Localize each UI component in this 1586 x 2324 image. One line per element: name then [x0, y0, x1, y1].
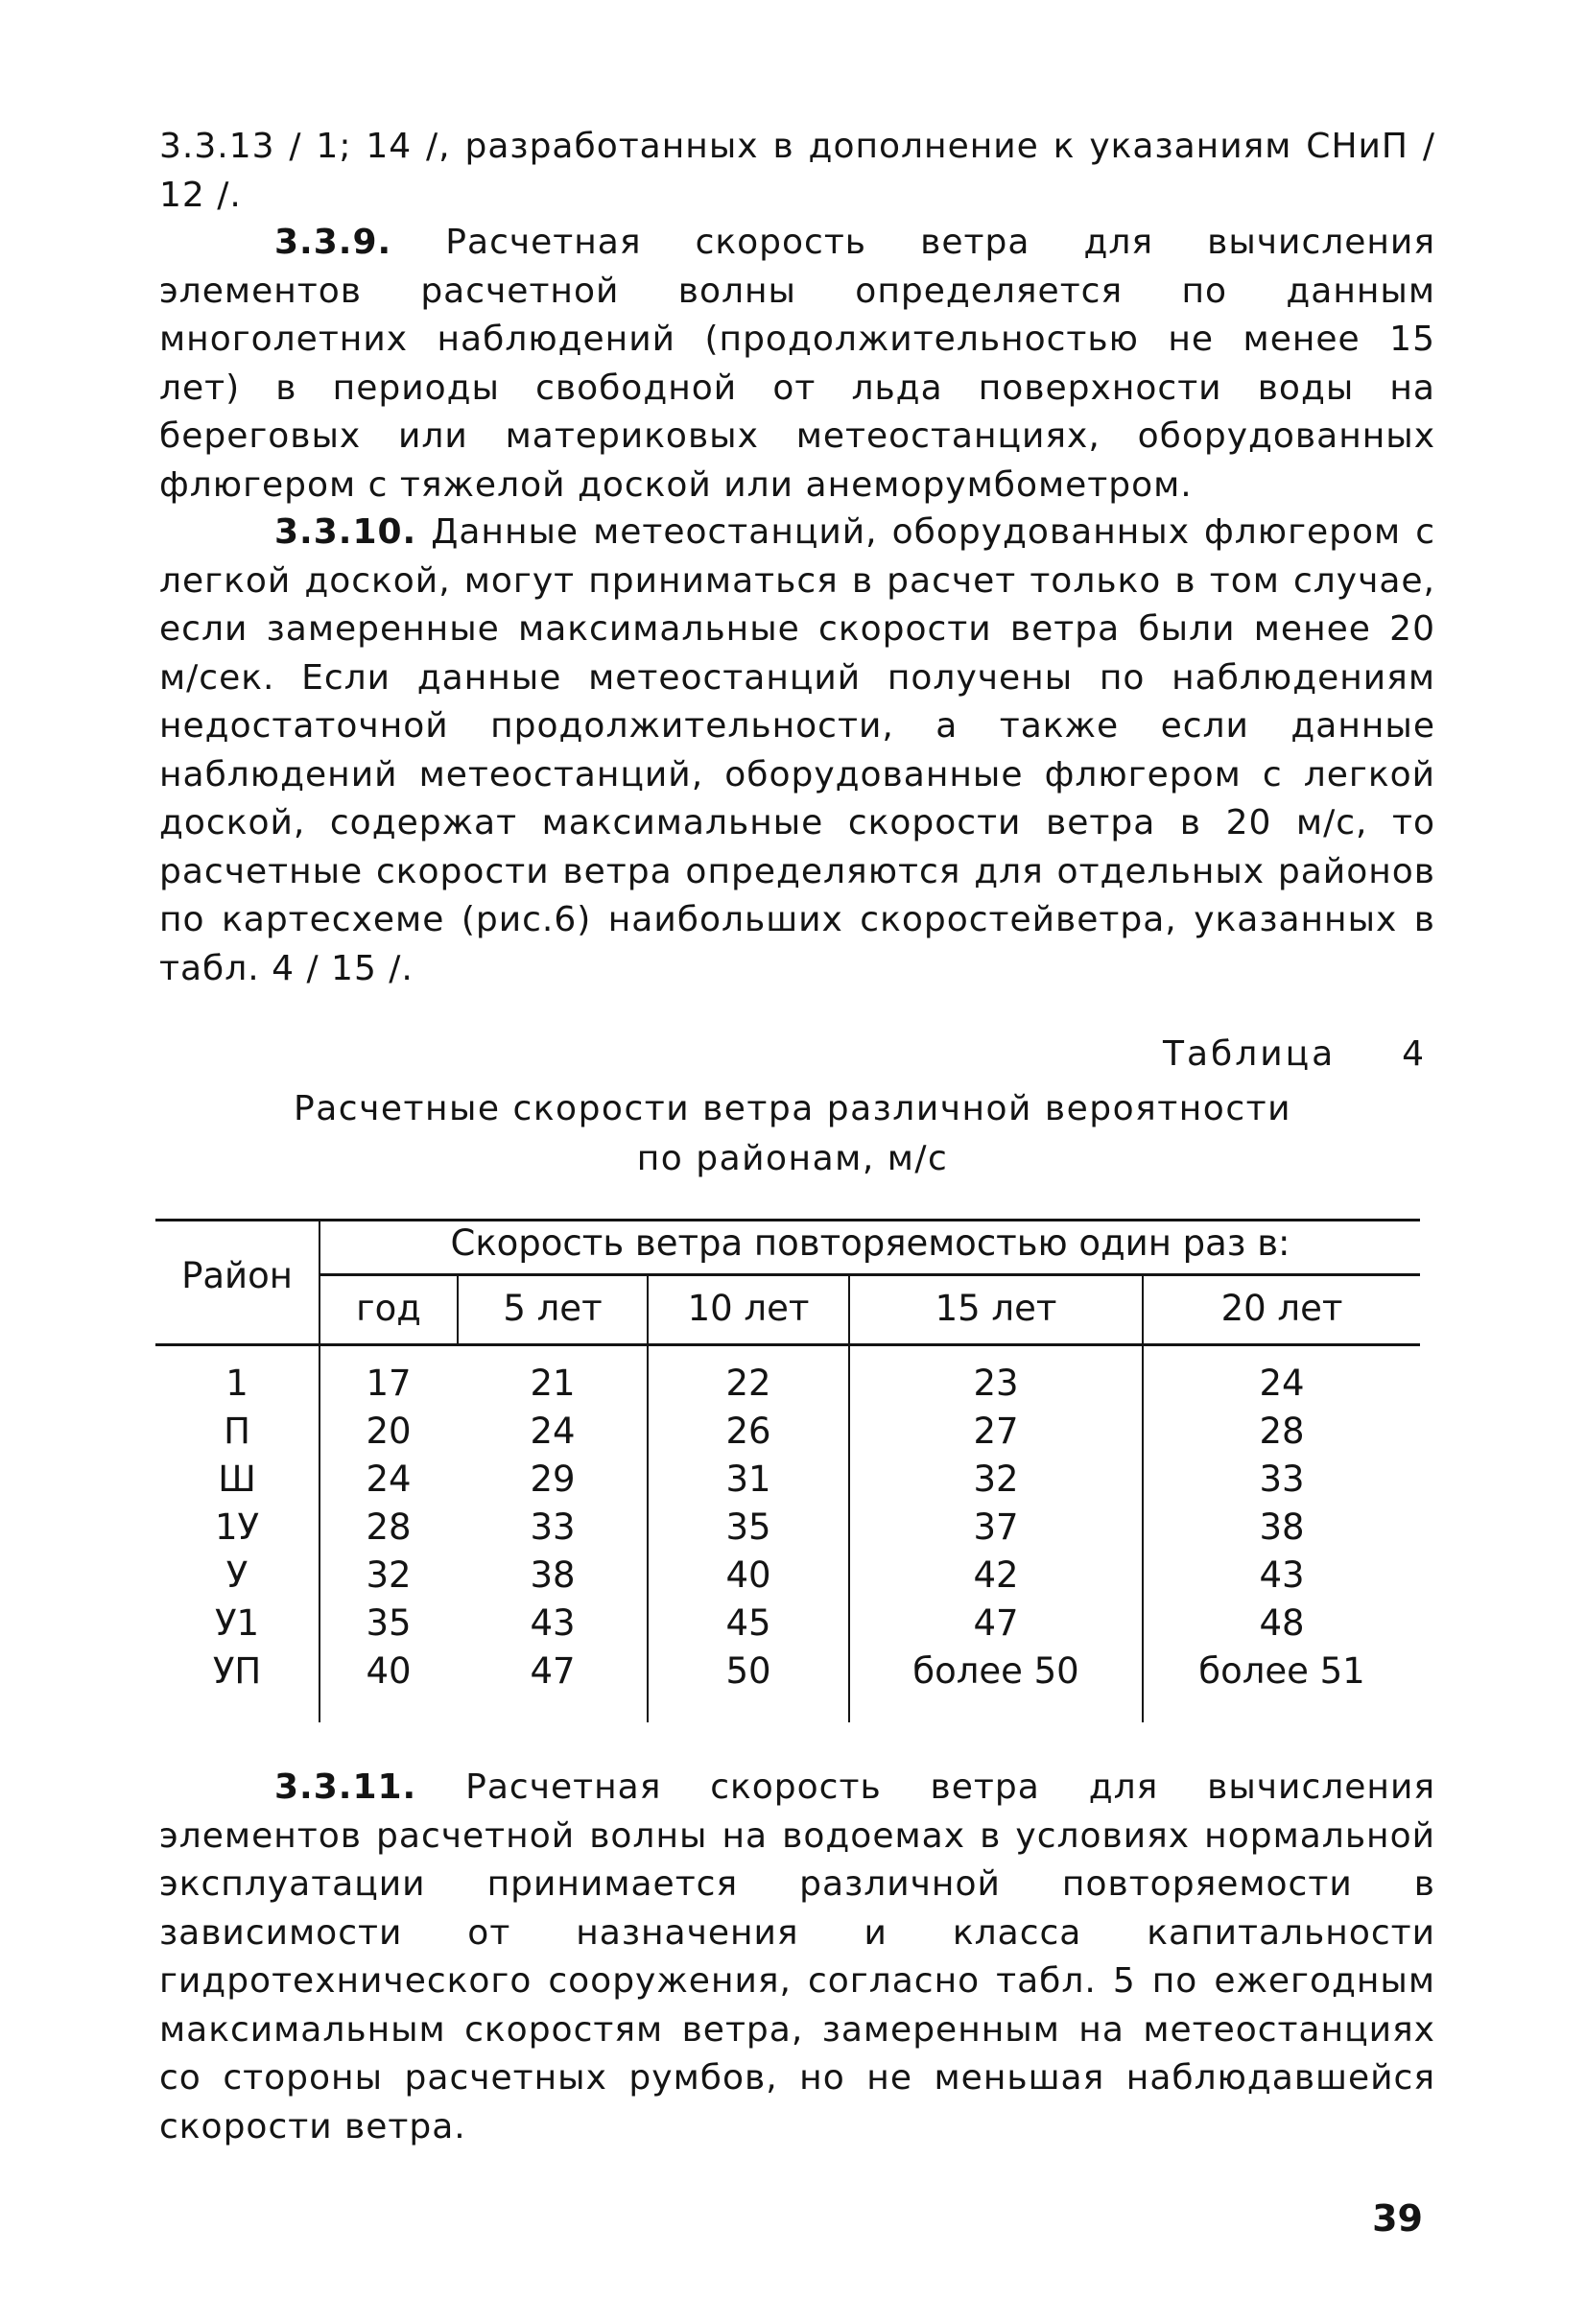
paragraph-text: Расчетная скорость ветра для вычисления элементов расчетной волны определяется по данным многолетних наблюдений (продолжительностью не менее 15 лет) в периоды свободной от льда поверхности воды на береговых или материковых метеостанциях, оборудованных флюгером с тяжелой доской или анеморумбометром.	[159, 223, 1435, 505]
paragraph-3-3-11	[159, 1764, 1435, 2151]
table-cell: 35	[366, 1602, 412, 1644]
table-cell: более 51	[1198, 1650, 1365, 1692]
table-cell: 17	[366, 1363, 412, 1404]
table-cell: 47	[530, 1650, 576, 1692]
table-cell: 38	[530, 1554, 576, 1596]
table-cell: 37	[973, 1506, 1019, 1548]
table-row-district: 1У	[214, 1506, 260, 1548]
table-label-number: 4	[1402, 1034, 1427, 1074]
table-cell: 40	[725, 1554, 771, 1596]
paragraph-text: Данные метеостанций, оборудованных флюгером с легкой доской, могут приниматься в расчет только в том случае, если замеренные максимальные скорости ветра были менее 20 м/сек. Если данные метеостанций получены по наблюдениям недостаточной продолжительности, а также если данные наблюдений метеостанций, оборудованные флюгером с легкой доской, содержат максимальные скорости ветра в 20 м/с, то расчетные скорости ветра определяются для отдельных районов по картесхеме (рис.6) наибольших скоростейветра, указанных в табл. 4 / 15 /.	[159, 512, 1435, 988]
paragraph-number: 3.3.9.	[274, 223, 392, 262]
page-number: 39	[1372, 2197, 1423, 2240]
table-row-district: 1	[225, 1363, 249, 1404]
table-top-rule	[155, 1219, 1420, 1221]
table-cell: 48	[1259, 1602, 1305, 1644]
table-cell: 33	[1259, 1458, 1305, 1500]
paragraph-text: Расчетная скорость ветра для вычисления элементов расчетной волны на водоемах в условиях нормальной эксплуатации принимается различной повторяемости в зависимости от назначения и класса капитальности гидротехнического сооружения, согласно табл. 5 по ежегодным максимальным скоростям ветра, замеренным на метеостанциях со стороны расчетных румбов, но не меньшая наблюдавшейся скорости ветра.	[159, 1767, 1435, 2146]
table-cell: 27	[973, 1411, 1019, 1452]
header-col-15: 15 лет	[935, 1288, 1057, 1329]
table-title	[159, 1084, 1426, 1184]
table-cell: 29	[530, 1458, 576, 1500]
table-cell: 24	[1259, 1363, 1305, 1404]
paragraph-3-3-9	[159, 219, 1435, 510]
table-cell: 21	[530, 1363, 576, 1404]
table-label	[1163, 1034, 1427, 1074]
table-cell: 22	[725, 1363, 771, 1404]
table-cell: 32	[973, 1458, 1019, 1500]
table-cell: 23	[973, 1363, 1019, 1404]
paragraph-intro-text: 3.3.13 / 1; 14 /, разработанных в дополнение к указаниям СНиП / 12 /.	[159, 127, 1435, 215]
table-cell: 28	[1259, 1411, 1305, 1452]
table-cell: 33	[530, 1506, 576, 1548]
paragraph-intro	[159, 123, 1435, 220]
table-header-rule	[155, 1343, 1420, 1346]
table-group-rule	[320, 1273, 1420, 1276]
header-col-20: 20 лет	[1220, 1288, 1343, 1329]
header-col-5: 5 лет	[503, 1288, 603, 1329]
table-cell: 47	[973, 1602, 1019, 1644]
table-cell: более 50	[912, 1650, 1079, 1692]
table-cell: 45	[725, 1602, 771, 1644]
table-title-line-2: по районам, м/с	[636, 1139, 949, 1178]
paragraph-number: 3.3.10.	[274, 512, 417, 552]
header-district: Район	[181, 1255, 293, 1296]
table-cell: 24	[530, 1411, 576, 1452]
table-row-district: У1	[214, 1602, 260, 1644]
table-cell: 32	[366, 1554, 412, 1596]
header-group: Скорость ветра повторяемостью один раз в:	[450, 1222, 1290, 1264]
table-cell: 43	[1259, 1554, 1305, 1596]
table-cell: 42	[973, 1554, 1019, 1596]
table-cell: 43	[530, 1602, 576, 1644]
table-row-district: П	[224, 1411, 250, 1452]
table-title-line-1: Расчетные скорости ветра различной вероятности	[294, 1089, 1291, 1128]
table-row-district: У	[225, 1554, 249, 1596]
table-row-district: Ш	[218, 1458, 256, 1500]
table-cell: 24	[366, 1458, 412, 1500]
table-cell: 20	[366, 1411, 412, 1452]
header-col-year: год	[356, 1288, 421, 1329]
table-row-district: УП	[212, 1650, 262, 1692]
table-cell: 35	[725, 1506, 771, 1548]
header-col-10: 10 лет	[687, 1288, 810, 1329]
table-cell: 26	[725, 1411, 771, 1452]
wind-speed-table	[155, 1219, 1420, 1722]
paragraph-number: 3.3.11.	[274, 1767, 417, 1807]
table-cell: 40	[366, 1650, 412, 1692]
table-cell: 31	[725, 1458, 771, 1500]
table-cell: 28	[366, 1506, 412, 1548]
table-cell: 38	[1259, 1506, 1305, 1548]
table-label-text: Таблица	[1162, 1034, 1337, 1074]
table-cell: 50	[725, 1650, 771, 1692]
paragraph-3-3-10	[159, 509, 1435, 993]
